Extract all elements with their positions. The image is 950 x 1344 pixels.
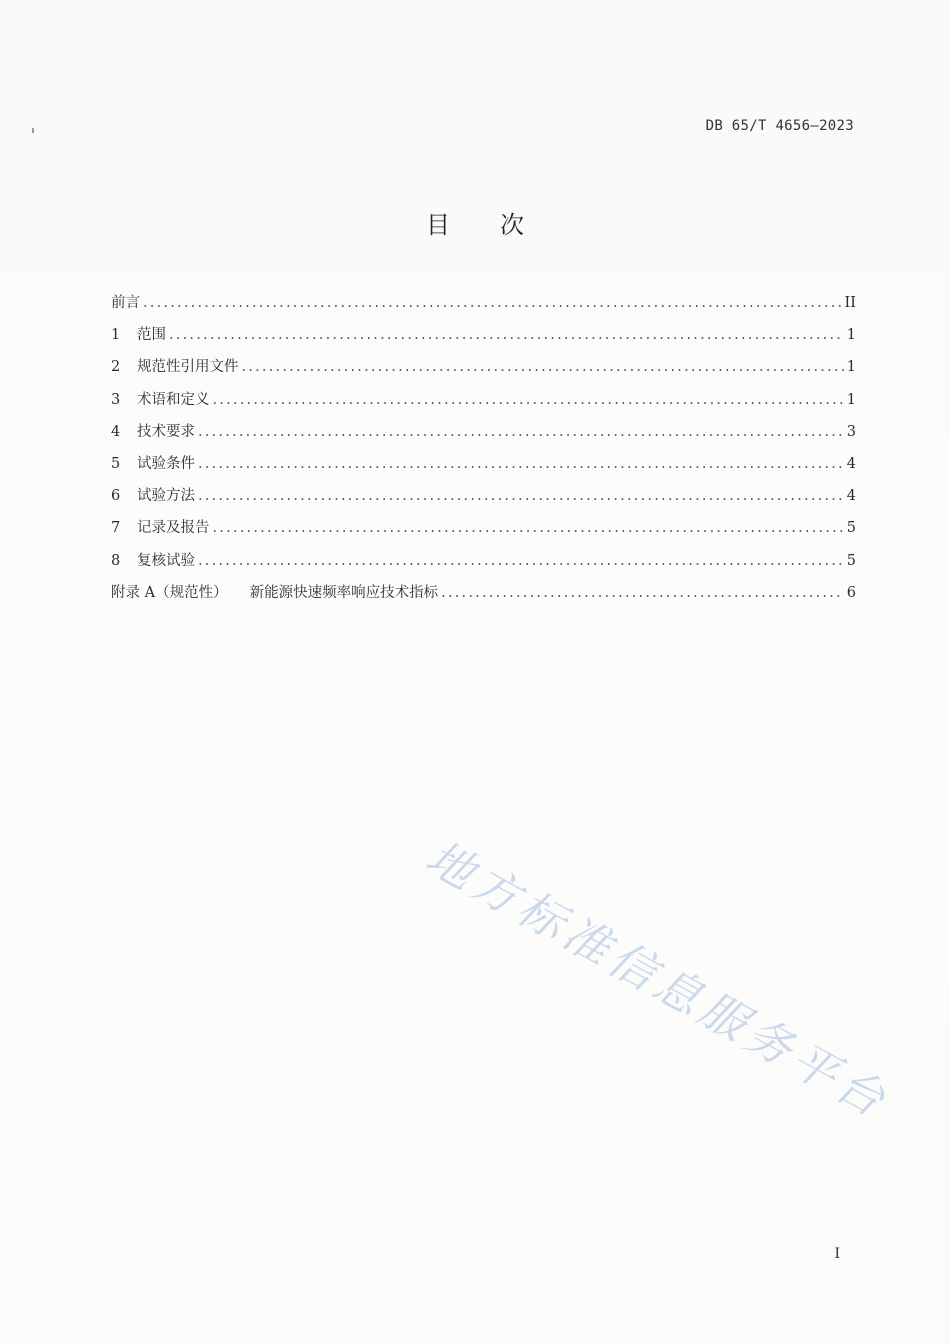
toc-item-page: 5 bbox=[846, 552, 856, 569]
toc-leader-dots bbox=[242, 359, 844, 375]
toc-title bbox=[0, 205, 950, 240]
toc-item-foreword[interactable] bbox=[111, 291, 856, 323]
toc-item-label: 试验条件 bbox=[137, 455, 195, 472]
toc-item-label bbox=[111, 581, 438, 602]
toc-leader-dots bbox=[143, 295, 842, 311]
toc-item-label: 规范性引用文件 bbox=[137, 359, 239, 376]
toc-item-page: 3 bbox=[846, 423, 856, 440]
watermark-text: 地方标准信息服务平台 bbox=[417, 829, 899, 1130]
toc-title-char: 目 bbox=[426, 211, 450, 239]
scan-mark bbox=[32, 128, 34, 133]
toc-title-char: 次 bbox=[500, 211, 524, 239]
toc-item-page: II bbox=[844, 295, 856, 311]
toc-item-page: 4 bbox=[846, 488, 856, 505]
toc-item-label: 复核试验 bbox=[137, 552, 195, 569]
toc-item-scope[interactable] bbox=[111, 323, 856, 355]
toc-item-records-reports[interactable] bbox=[111, 516, 856, 548]
toc-item-number: 5 bbox=[111, 455, 121, 472]
toc-item-number: 7 bbox=[111, 520, 121, 537]
toc-item-test-conditions[interactable] bbox=[111, 452, 856, 484]
toc-item-number: 6 bbox=[111, 488, 121, 505]
toc-item-label: 试验方法 bbox=[137, 488, 195, 505]
toc-leader-dots bbox=[213, 392, 844, 408]
toc-item-number: 1 bbox=[111, 327, 121, 344]
toc-item-page: 1 bbox=[846, 327, 856, 344]
appendix-prefix: 附录 A（规范性） bbox=[111, 584, 228, 601]
toc-item-page: 1 bbox=[846, 391, 856, 408]
toc-item-test-methods[interactable] bbox=[111, 484, 856, 516]
toc-item-page: 4 bbox=[846, 455, 856, 472]
toc-item-number: 3 bbox=[111, 391, 121, 408]
toc-item-number: 2 bbox=[111, 359, 121, 376]
toc-leader-dots bbox=[198, 456, 844, 472]
page-number: I bbox=[834, 1246, 840, 1262]
toc-leader-dots bbox=[198, 553, 844, 569]
toc-leader-dots bbox=[169, 327, 844, 343]
standard-code: DB 65/T 4656—2023 bbox=[705, 118, 854, 134]
toc-item-normative-references[interactable] bbox=[111, 355, 856, 387]
toc-leader-dots bbox=[441, 585, 844, 601]
toc-item-review-test[interactable] bbox=[111, 549, 856, 581]
toc-item-label: 术语和定义 bbox=[137, 391, 210, 408]
toc-item-number: 4 bbox=[111, 423, 121, 440]
toc-item-label: 记录及报告 bbox=[137, 520, 210, 537]
toc-item-appendix-a[interactable] bbox=[111, 581, 856, 613]
toc-item-label: 技术要求 bbox=[137, 423, 195, 440]
toc-item-label: 前言 bbox=[111, 295, 140, 311]
toc-item-number: 8 bbox=[111, 552, 121, 569]
toc-item-page: 1 bbox=[846, 359, 856, 376]
toc-item-page: 5 bbox=[846, 520, 856, 537]
toc-item-page: 6 bbox=[846, 584, 856, 601]
toc-item-terms-definitions[interactable] bbox=[111, 388, 856, 420]
appendix-title: 新能源快速频率响应技术指标 bbox=[249, 584, 439, 601]
toc-item-technical-requirements[interactable] bbox=[111, 420, 856, 452]
table-of-contents bbox=[111, 291, 856, 613]
toc-leader-dots bbox=[198, 488, 844, 504]
toc-item-label: 范围 bbox=[137, 327, 166, 344]
toc-leader-dots bbox=[213, 520, 844, 536]
toc-leader-dots bbox=[198, 424, 844, 440]
